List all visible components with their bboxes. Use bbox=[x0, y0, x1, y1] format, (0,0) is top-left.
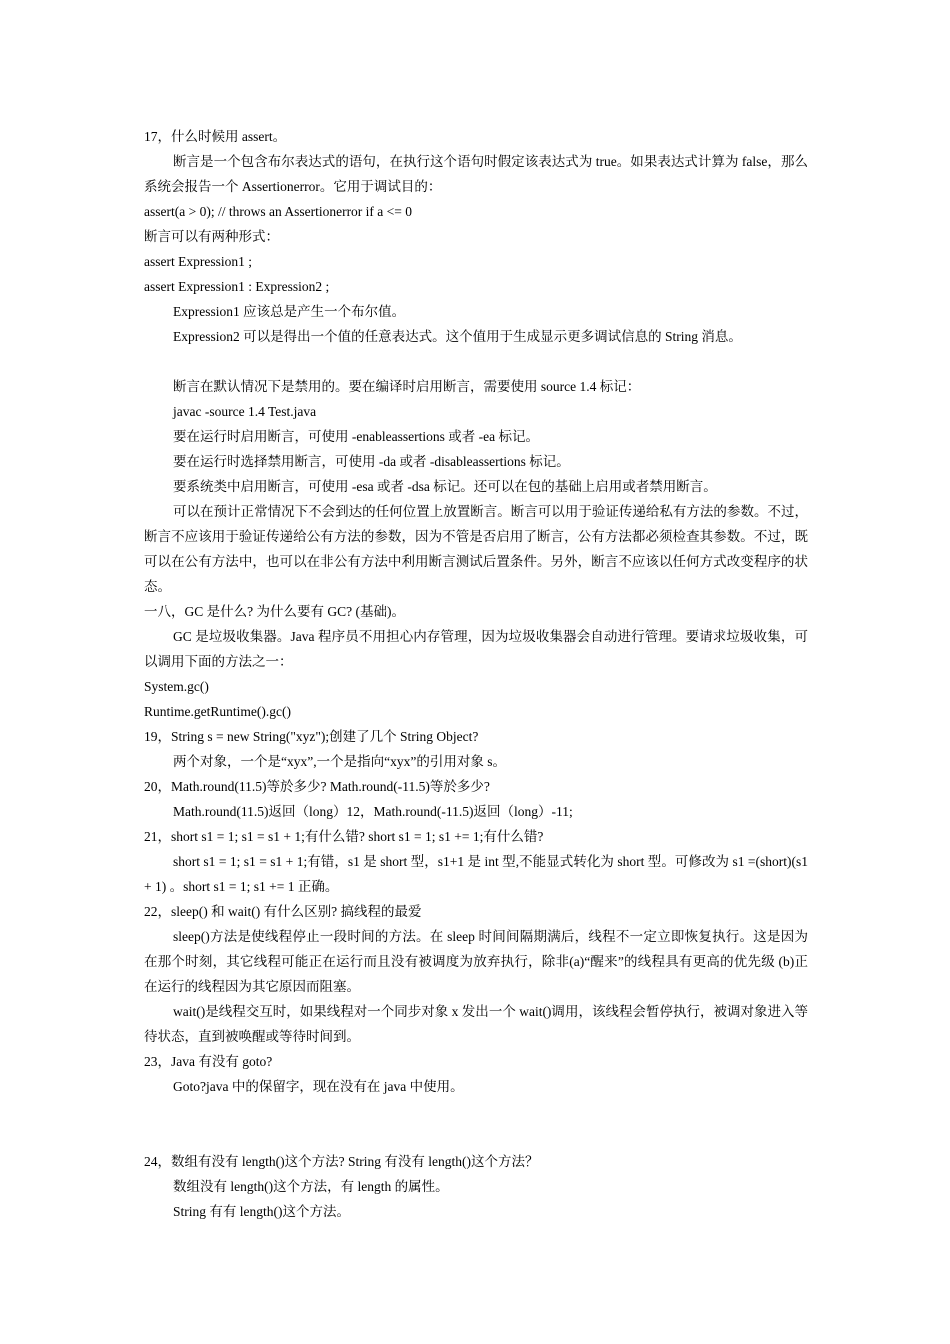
heading-q22: 22，sleep() 和 wait() 有什么区别? 搞线程的最爱 bbox=[144, 904, 422, 919]
heading-q21: 21，short s1 = 1; s1 = s1 + 1;有什么错? short s1 = 1; s1 += 1;有什么错? bbox=[144, 829, 544, 844]
paragraph-assert-usage: 可以在预计正常情况下不会到达的任何位置上放置断言。断言可以用于验证传递给私有方法的参数。不过，断言不应该用于验证传递给公有方法的参数，因为不管是否启用了断言，公有方法都必须检查其参数。不过，既可以在公有方法中，也可以在非公有方法中利用断言测试后置条件。另外，断言不应该以任何方式改变程序的状态。 bbox=[144, 504, 808, 594]
text-line-two-forms: 断言可以有两种形式： bbox=[144, 229, 279, 244]
text-line-disable-assertions: 要在运行时选择禁用断言，可使用 -da 或者 -disableassertions 标记。 bbox=[173, 454, 570, 469]
text-line-expression1: Expression1 应该总是产生一个布尔值。 bbox=[173, 304, 406, 319]
paragraph-sleep: sleep()方法是使线程停止一段时间的方法。在 sleep 时间间隔期满后，线程不一定立即恢复执行。这是因为在那个时刻，其它线程可能正在运行而且没有被调度为放弃执行，除非(a)“醒来”的线程具有更高的优先级 (b)正在运行的线程因为其它原因而阻塞。 bbox=[144, 929, 808, 994]
paragraph-wait: wait()是线程交互时，如果线程对一个同步对象 x 发出一个 wait()调用，该线程会暂停执行，被调对象进入等待状态，直到被唤醒或等待时间到。 bbox=[144, 1004, 808, 1044]
blank-lines bbox=[144, 1099, 808, 1149]
code-line-javac: javac -source 1.4 Test.java bbox=[173, 404, 317, 419]
code-line-assert-form2: assert Expression1 : Expression2 ; bbox=[144, 279, 330, 294]
code-line-system-gc: System.gc() bbox=[144, 679, 209, 694]
heading-q19: 19，String s = new String("xyz");创建了几个 String Object? bbox=[144, 729, 479, 744]
heading-q20: 20，Math.round(11.5)等於多少? Math.round(-11.5)等於多少? bbox=[144, 779, 490, 794]
text-line-default-disabled: 断言在默认情况下是禁用的。要在编译时启用断言，需要使用 source 1.4 标记： bbox=[173, 379, 641, 394]
code-line-runtime-gc: Runtime.getRuntime().gc() bbox=[144, 704, 291, 719]
blank-line bbox=[144, 349, 808, 374]
paragraph-gc-definition: GC 是垃圾收集器。Java 程序员不用担心内存管理，因为垃圾收集器会自动进行管理。要请求垃圾收集，可以调用下面的方法之一： bbox=[144, 629, 808, 669]
code-line-assert-example: assert(a > 0); // throws an Assertionerror if a <= 0 bbox=[144, 204, 413, 219]
answer-q21: short s1 = 1; s1 = s1 + 1;有错，s1 是 short 型，s1+1 是 int 型,不能显式转化为 short 型。可修改为 s1 =(short)(s1 + 1) 。short s1 = 1; s1 += 1 正确。 bbox=[144, 854, 808, 894]
text-line-enable-assertions: 要在运行时启用断言，可使用 -enableassertions 或者 -ea 标记。 bbox=[173, 429, 539, 444]
heading-q24: 24，数组有没有 length()这个方法? String 有没有 length()这个方法？ bbox=[144, 1154, 539, 1169]
document-page bbox=[144, 124, 808, 1224]
heading-q18: 一八，GC 是什么? 为什么要有 GC? (基础)。 bbox=[144, 604, 405, 619]
answer-q24-string: String 有有 length()这个方法。 bbox=[173, 1204, 350, 1219]
paragraph-assert-definition: 断言是一个包含布尔表达式的语句，在执行这个语句时假定该表达式为 true。如果表达式计算为 false，那么系统会报告一个 Assertionerror。它用于调试目的： bbox=[144, 154, 808, 194]
answer-q20: Math.round(11.5)返回（long）12，Math.round(-11.5)返回（long）-11; bbox=[173, 804, 573, 819]
text-line-system-assertions: 要系统类中启用断言，可使用 -esa 或者 -dsa 标记。还可以在包的基础上启用或者禁用断言。 bbox=[173, 479, 717, 494]
answer-q19: 两个对象，一个是“xyx”,一个是指向“xyx”的引用对象 s。 bbox=[173, 754, 506, 769]
text-line-expression2: Expression2 可以是得出一个值的任意表达式。这个值用于生成显示更多调试信息的 String 消息。 bbox=[173, 329, 742, 344]
answer-q24-array: 数组没有 length()这个方法，有 length 的属性。 bbox=[173, 1179, 449, 1194]
answer-q23: Goto?java 中的保留字，现在没有在 java 中使用。 bbox=[173, 1079, 464, 1094]
heading-q23: 23，Java 有没有 goto? bbox=[144, 1054, 273, 1069]
code-line-assert-form1: assert Expression1 ; bbox=[144, 254, 252, 269]
heading-q17: 17，什么时候用 assert。 bbox=[144, 129, 287, 144]
